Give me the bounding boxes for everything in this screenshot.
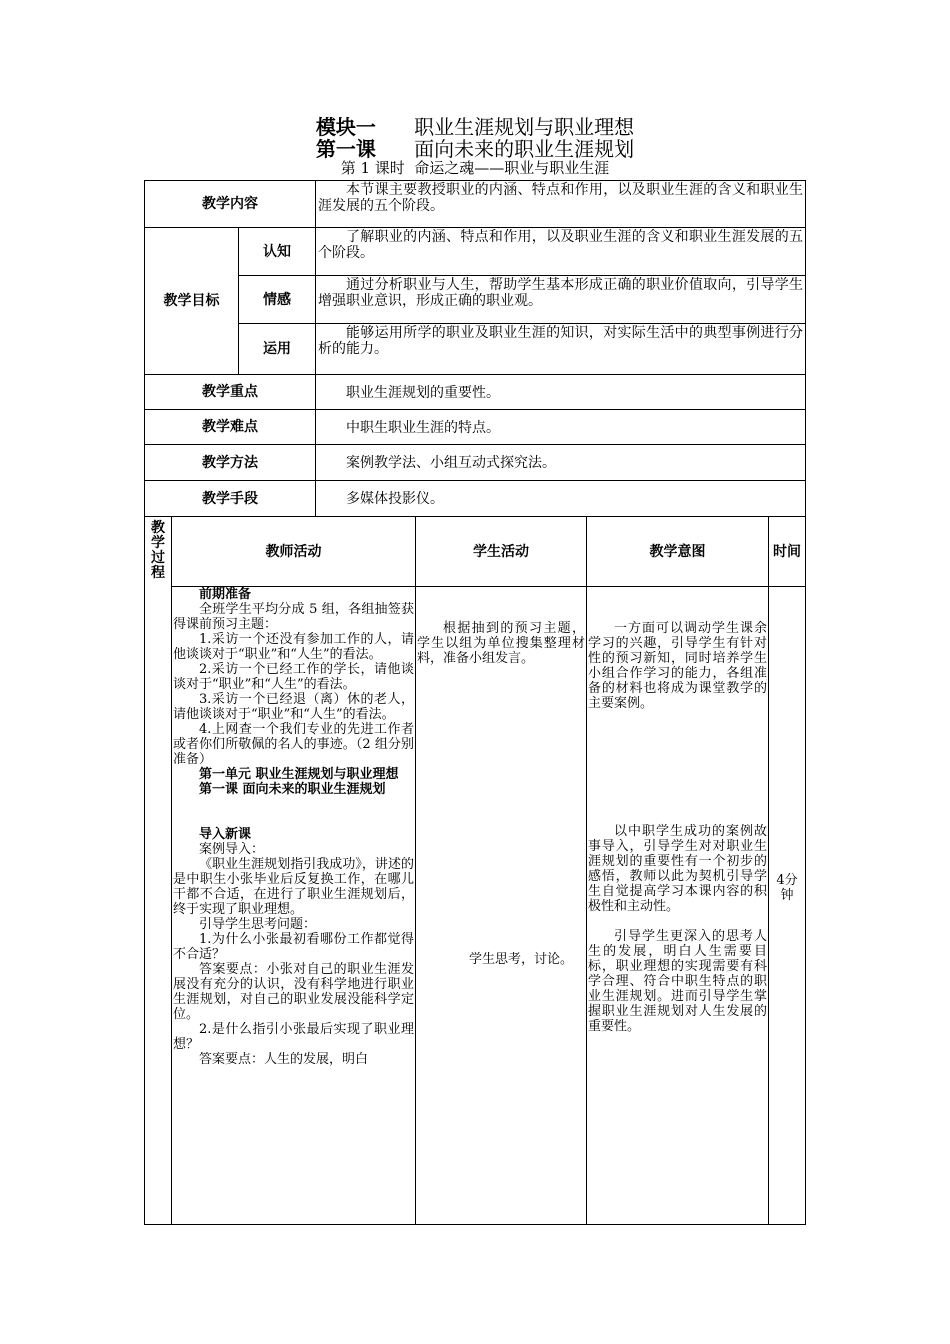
answer-2: 答案要点：人生的发展，明白 bbox=[199, 1052, 369, 1067]
prep-item: 4.上网查一个我们专业的先进工作者或者你们所敬佩的名人的事迹。（2 组分别准备） bbox=[173, 722, 414, 767]
lesson-label: 第一课 bbox=[315, 137, 376, 161]
method-label: 教学方法 bbox=[145, 445, 316, 481]
means-label: 教学手段 bbox=[145, 481, 316, 517]
overview-table bbox=[144, 180, 806, 517]
guide-text: 引导学生思考问题： bbox=[199, 917, 317, 932]
module-label: 模块一 bbox=[315, 115, 376, 139]
session-title: 第 1 课时 命运之魂——职业与职业生涯 bbox=[340, 159, 610, 177]
goal-label-application: 运用 bbox=[239, 324, 316, 375]
time-cell bbox=[769, 587, 806, 1225]
key-text: 职业生涯规划的重要性。 bbox=[316, 375, 806, 410]
goal-label-cognition: 认知 bbox=[239, 228, 316, 276]
module-name: 职业生涯规划与职业理想 bbox=[414, 115, 635, 139]
header-intent: 教学意图 bbox=[587, 517, 769, 587]
header-student: 学生活动 bbox=[416, 517, 587, 587]
student-activity-2: 学生思考，讨论。 bbox=[469, 952, 574, 967]
goal-label-emotion: 情感 bbox=[239, 276, 316, 324]
teaching-intent bbox=[587, 587, 769, 1225]
intent-1: 一方面可以调动学生课余学习的兴趣，引导学生有针对性的预习新知，同时培养学生小组合作学习的能力，各组准备的材料也将成为课堂教学的主要案例。 bbox=[588, 621, 767, 711]
intro-heading: 导入新课 bbox=[199, 827, 252, 842]
goal-text-emotion: 通过分析职业与人生，帮助学生基本形成正确的职业价值取向，引导学生增强职业意识，形成正确的职业观。 bbox=[316, 276, 806, 324]
prep-item: 3.采访一个已经退（离）休的老人，请他谈谈对于“职业”和“人生”的看法。 bbox=[173, 692, 414, 722]
process-table bbox=[144, 516, 806, 1225]
goal-text-application: 能够运用所学的职业及职业生涯的知识，对实际生活中的典型事例进行分析的能力。 bbox=[316, 324, 806, 375]
prep-heading: 前期准备 bbox=[199, 587, 252, 602]
intent-3: 引导学生更深入的思考人生的发展，明白人生需要目标，职业理想的实现需要有科学合理、符合中职生特点的职业生涯规划。进而引导学生掌握职业生涯规划对人生发展的重要性。 bbox=[588, 929, 767, 1034]
process-label-cell bbox=[145, 517, 172, 1225]
prep-intro: 全班学生平均分成 5 组，各组抽签获得课前预习主题： bbox=[173, 602, 414, 632]
prep-item: 2.采访一个已经工作的学长，请他谈谈对于“职业”和“人生”的看法。 bbox=[173, 662, 414, 692]
case-label: 案例导入： bbox=[199, 842, 265, 857]
student-activity-1: 根据抽到的预习主题，学生以组为单位搜集整理材料，准备小组发言。 bbox=[417, 621, 585, 666]
student-activity bbox=[416, 587, 587, 1225]
time-value: 4分钟 bbox=[776, 873, 798, 903]
prep-item: 1.采访一个还没有参加工作的人，请他谈谈对于“职业”和“人生”的看法。 bbox=[173, 632, 414, 662]
method-text: 案例教学法、小组互动式探究法。 bbox=[316, 445, 806, 481]
key-label: 教学重点 bbox=[145, 375, 316, 410]
means-text: 多媒体投影仪。 bbox=[316, 481, 806, 517]
content-label: 教学内容 bbox=[145, 181, 316, 228]
content-text: 本节课主要教授职业的内涵、特点和作用，以及职业生涯的含义和职业生涯发展的五个阶段。 bbox=[316, 181, 806, 228]
process-label: 教学过程 bbox=[151, 520, 165, 581]
lesson-heading: 第一课 面向未来的职业生涯规划 bbox=[199, 782, 386, 797]
intent-2: 以中职学生成功的案例故事导入，引导学生对对职业生涯规划的重要性有一个初步的感悟，教师以此为契机引导学生自觉提高学习本课内容的积极性和主动性。 bbox=[588, 824, 767, 914]
difficulty-label: 教学难点 bbox=[145, 410, 316, 445]
goals-label: 教学目标 bbox=[145, 228, 239, 375]
question-2: 2.是什么指引小张最后实现了职业理想？ bbox=[173, 1022, 414, 1052]
question-1: 1.为什么小张最初看哪份工作都觉得不合适？ bbox=[173, 932, 414, 962]
lesson-name: 面向未来的职业生涯规划 bbox=[414, 137, 635, 161]
header-time: 时间 bbox=[769, 517, 806, 587]
case-text: 《职业生涯规划指引我成功》，讲述的是中职生小张毕业后反复换工作，在哪儿干都不合适，在进行了职业生涯规划后，终于实现了职业理想。 bbox=[173, 857, 414, 917]
difficulty-text: 中职生职业生涯的特点。 bbox=[316, 410, 806, 445]
teacher-activity bbox=[172, 587, 416, 1225]
goal-text-cognition: 了解职业的内涵、特点和作用，以及职业生涯的含义和职业生涯发展的五个阶段。 bbox=[316, 228, 806, 276]
unit-heading: 第一单元 职业生涯规划与职业理想 bbox=[199, 767, 399, 782]
header-teacher: 教师活动 bbox=[172, 517, 416, 587]
answer-1: 答案要点：小张对自己的职业生涯发展没有充分的认识，没有科学地进行职业生涯规划，对自己的职业发展没能科学定位。 bbox=[173, 962, 414, 1022]
